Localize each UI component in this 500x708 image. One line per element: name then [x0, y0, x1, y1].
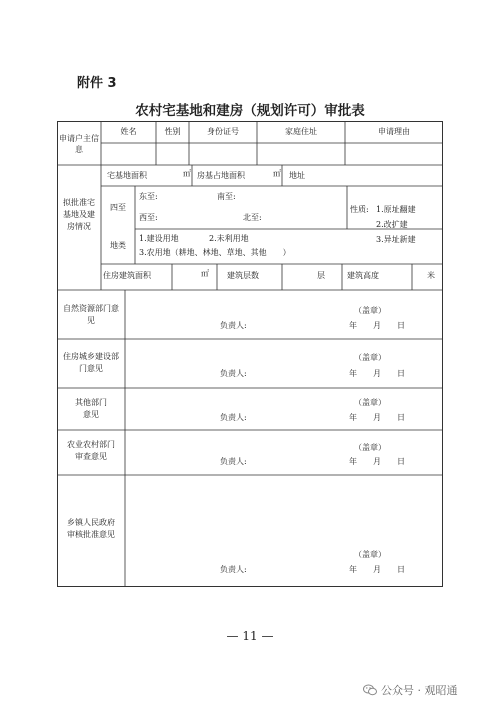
col-gender: 性别: [164, 127, 181, 136]
watermark: [363, 682, 458, 698]
location-label: 地址: [289, 171, 305, 180]
col-reason: 申请理由: [378, 127, 410, 136]
approval-form-table: [57, 121, 443, 587]
opinion-label-township-government: 乡镇人民政府审核批准意见: [67, 518, 115, 539]
seal-3: （盖章）: [354, 398, 386, 407]
attachment-label: 附件 3: [77, 76, 117, 91]
nature-option-1: 1.原址翻建: [376, 205, 416, 214]
land-type-2: 2.未利用地: [209, 234, 249, 243]
plan-section-label: 拟批准宅基地及建房情况: [63, 198, 95, 231]
land-type-3: 3.农用地（耕地、林地、草地、其他 ）: [139, 248, 291, 257]
footprint-area-label: 房基占地面积: [197, 171, 245, 180]
col-address: 家庭住址: [285, 127, 317, 136]
wechat-icon: [363, 684, 377, 696]
floors-label: 建筑层数: [227, 271, 259, 280]
homestead-area-unit: ㎡: [183, 169, 191, 178]
date-5: 年 月 日: [349, 565, 405, 574]
height-unit: 米: [427, 271, 435, 280]
four-boundaries-label: 四至: [110, 203, 126, 212]
footprint-area-unit: ㎡: [273, 169, 281, 178]
date-2: 年 月 日: [349, 369, 405, 378]
west-boundary-label: 西至:: [139, 213, 158, 222]
form-title: 农村宅基地和建房（规划许可）审批表: [135, 103, 365, 119]
floors-unit: 层: [317, 271, 325, 280]
col-id-number: 身份证号: [207, 127, 239, 136]
responsible-4: 负责人:: [220, 457, 247, 466]
nature-label: 性质:: [350, 205, 369, 214]
homestead-area-label: 宅基地面积: [107, 171, 147, 180]
nature-option-2: 2.改扩建: [376, 220, 408, 229]
south-boundary-label: 南至:: [217, 192, 236, 201]
north-boundary-label: 北至:: [243, 213, 262, 222]
land-type-1: 1.建设用地: [139, 234, 179, 243]
date-4: 年 月 日: [349, 457, 405, 466]
opinion-label-other-departments: 其他部门意见: [75, 398, 107, 419]
housing-area-label: 住房建筑面积: [103, 271, 151, 280]
date-3: 年 月 日: [349, 413, 405, 422]
responsible-3: 负责人:: [220, 413, 247, 422]
seal-2: （盖章）: [354, 353, 386, 362]
opinion-label-housing-construction: 住房城乡建设部门意见: [63, 352, 119, 373]
height-label: 建筑高度: [347, 271, 379, 280]
col-name: 姓名: [120, 127, 137, 136]
responsible-2: 负责人:: [220, 369, 247, 378]
seal-1: （盖章）: [354, 306, 386, 315]
housing-area-unit: ㎡: [201, 269, 209, 278]
seal-5: （盖章）: [354, 550, 386, 559]
east-boundary-label: 东至:: [139, 192, 158, 201]
land-type-label: 地类: [110, 241, 126, 250]
date-1: 年 月 日: [349, 321, 405, 330]
responsible-1: 负责人:: [220, 321, 247, 330]
responsible-5: 负责人:: [220, 565, 247, 574]
nature-option-3: 3.异址新建: [376, 235, 416, 244]
opinion-label-agriculture: 农业农村部门审查意见: [67, 440, 115, 461]
watermark-text: 公众号 · 观昭通: [381, 684, 458, 697]
seal-4: （盖章）: [354, 443, 386, 452]
applicant-section-label: 申请户主信息: [59, 134, 99, 154]
page-number: — 11 —: [226, 629, 274, 643]
opinion-label-natural-resources: 自然资源部门意见: [63, 304, 119, 325]
